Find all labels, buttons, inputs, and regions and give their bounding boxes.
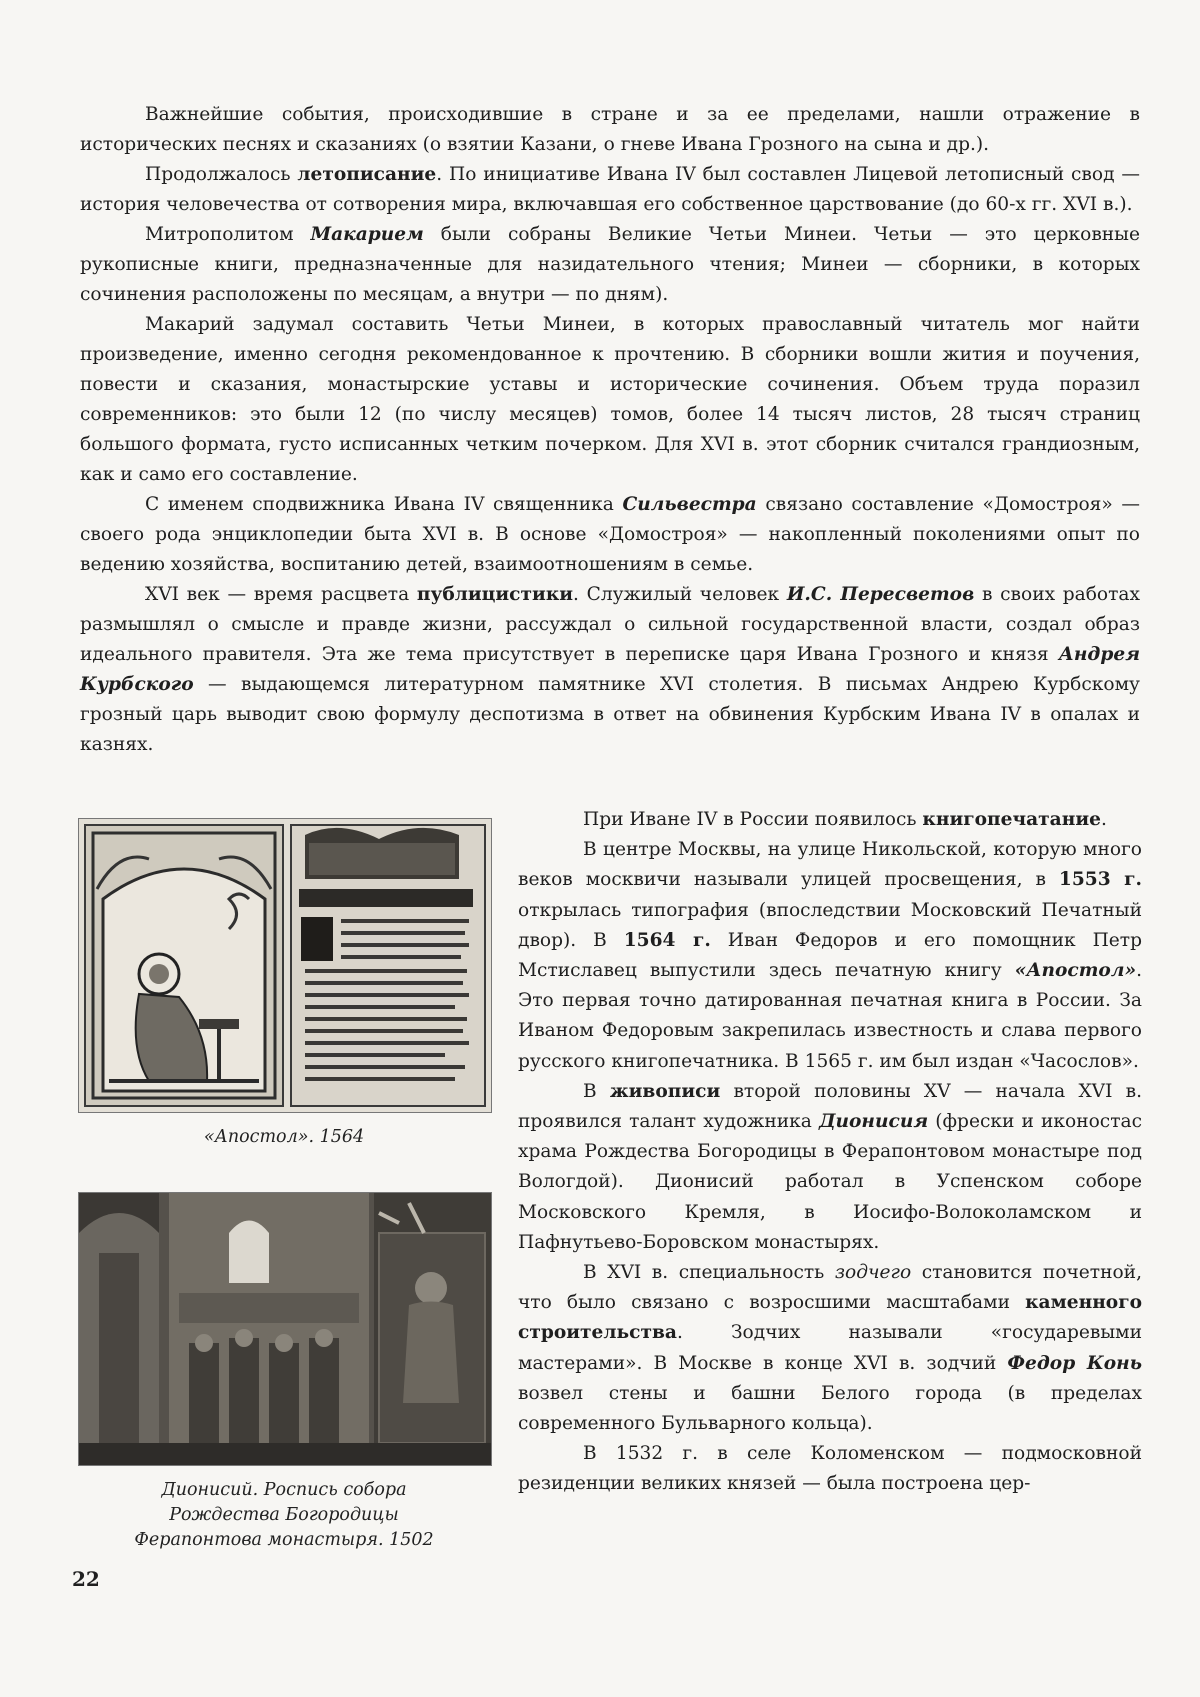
text-run: были собраны Великие Четьи Минеи. Четьи — это церковные рукописные книги, предназначенные для назидательного чтения; Минеи — сборники, в которых сочинения расположены по месяцам, а внутри — по дням). <box>80 224 1140 305</box>
emphasized-term: 1564 г. <box>623 929 711 951</box>
figure-dionisy <box>78 1192 490 1553</box>
emphasized-term: зодчего <box>834 1262 912 1284</box>
text-run: Макарий задумал составить Четьи Минеи, в которых православный читатель мог найти произведение, именно сегодня рекомендованное к прочтению. В сборники вошли жития и поучения, повести и сказания, монастырские уставы и исторические сочинения. Объем труда поразил современников: это были 12 (по числу месяцев) томов, более 14 тысяч листов, 28 тысяч страниц большого формата, густо исписанных четким почерком. Для XVI в. этот сборник считался грандиозным, как и само его составление. <box>80 314 1140 485</box>
emphasized-term: «Апостол» <box>1014 960 1137 982</box>
emphasized-term: Федор Конь <box>1007 1352 1142 1374</box>
text-run: При Иване IV в России появилось <box>583 809 923 830</box>
paragraph <box>80 220 1140 310</box>
text-run: Продолжалось <box>145 164 298 185</box>
text-run: . По инициативе Ивана IV был составлен Лицевой летописный свод — история человечества от сотворения мира, включавшая его собственное царствование (до 60-х гг. XVI в.). <box>80 164 1140 215</box>
emphasized-term: публицистики <box>416 584 574 605</box>
paragraph <box>518 835 1142 1077</box>
text-run: С именем сподвижника Ивана IV священника <box>145 494 623 515</box>
caption-line: Рождества Богородицы <box>169 1505 399 1525</box>
fresco-interior-image <box>78 1192 492 1466</box>
text-run: связано составление «Домостроя» — своего рода энциклопедии быта XVI в. В основе «Домостроя» — накопленный поколениями опыт по ведению хозяйства, воспитанию детей, взаимоотношениям в семье. <box>80 494 1140 575</box>
text-run: В XVI в. специальность <box>583 1262 835 1284</box>
right-column-text <box>518 805 1142 1500</box>
text-run: . Это первая точно датированная печатная книга в России. За Иваном Федоровым закрепилась известность и слава первого русского книгопечатника. В 1565 г. им был издан «Часослов». <box>518 960 1142 1072</box>
emphasized-term: живописи <box>609 1080 721 1102</box>
paragraph <box>80 310 1140 490</box>
emphasized-term: Макарием <box>310 224 424 245</box>
text-run: В <box>583 1080 610 1102</box>
page-number: 22 <box>72 1567 100 1591</box>
paragraph <box>518 1439 1142 1499</box>
text-run: возвел стены и башни Белого города (в пределах современного Бульварного кольца). <box>518 1382 1142 1435</box>
emphasized-term: Дионисия <box>818 1111 929 1133</box>
paragraph <box>80 100 1140 160</box>
fresco-illustration <box>79 1193 491 1465</box>
text-run: Важнейшие события, происходившие в стране и за ее пределами, нашли отражение в исторических песнях и сказаниях (о взятии Казани, о гневе Ивана Грозного на сына и др.). <box>80 104 1140 155</box>
emphasized-term: каменного строительства <box>518 1292 1142 1344</box>
text-run: . <box>1100 809 1107 830</box>
caption-line: Ферапонтова монастыря. 1502 <box>134 1530 434 1550</box>
emphasized-term: Андрея Курбского <box>80 644 1140 695</box>
text-run: открылась типография (впоследствии Московский Печатный двор). В <box>518 899 1142 951</box>
emphasized-term: книгопечатание <box>922 809 1101 830</box>
text-run: (фрески и иконостас храма Рождества Богородицы в Ферапонтовом монастыре под Вологдой). Дионисий работал в Успенском соборе Московского Кремля, в Иосифо-Волоколамском и Пафнутьево-Боровском монастырях. <box>518 1111 1142 1253</box>
figure-apostol <box>78 818 490 1150</box>
paragraph <box>518 805 1142 835</box>
paragraph <box>80 160 1140 220</box>
text-run: становится почетной, что было связано с возросшими масштабами <box>518 1262 1142 1314</box>
caption-line: Дионисий. Роспись собора <box>161 1480 407 1500</box>
text-run: в своих работах размышлял о смысле и правде жизни, рассуждал о сильной государственной власти, создал образ идеального правителя. Эта же тема присутствует в переписке царя Ивана Грозного и князя <box>80 584 1140 665</box>
figure-apostol-caption <box>78 1125 490 1150</box>
emphasized-term: И.С. Пересветов <box>786 584 975 605</box>
paragraph <box>80 580 1140 760</box>
emphasized-term: Сильвестра <box>622 494 757 515</box>
text-run: второй половины XV — начала XVI в. проявился талант художника <box>518 1080 1143 1133</box>
paragraph <box>518 1077 1142 1258</box>
top-text-block <box>80 100 1140 760</box>
emphasized-term: 1553 г. <box>1058 869 1142 891</box>
apostol-book-image <box>78 818 492 1113</box>
text-run: . Служилый человек <box>573 584 787 605</box>
figure-dionisy-caption <box>78 1478 490 1553</box>
emphasized-term: летописание <box>297 164 437 185</box>
paragraph <box>80 490 1140 580</box>
text-run: В центре Москвы, на улице Никольской, которую много веков москвичи называли улицей просвещения, в <box>518 839 1142 891</box>
apostol-illustration <box>79 819 491 1112</box>
text-run: Иван Федоров и его помощник Петр Мстиславец выпустили здесь печатную книгу <box>518 929 1142 982</box>
text-run: Митрополитом <box>145 224 311 245</box>
text-run: . Зодчих называли «государевыми мастерами». В Москве в конце XVI в. зодчий <box>518 1322 1142 1374</box>
caption-line: «Апостол». 1564 <box>203 1127 365 1147</box>
text-run: — выдающемся литературном памятнике XVI столетия. В письмах Андрею Курбскому грозный царь выводит свою формулу деспотизма в ответ на обвинения Курбским Ивана IV в опалах и казнях. <box>80 674 1140 755</box>
paragraph <box>518 1258 1142 1439</box>
text-run: XVI век — время расцвета <box>145 584 417 605</box>
text-run: В 1532 г. в селе Коломенском — подмосковной резиденции великих князей — была построена цер- <box>518 1443 1142 1495</box>
